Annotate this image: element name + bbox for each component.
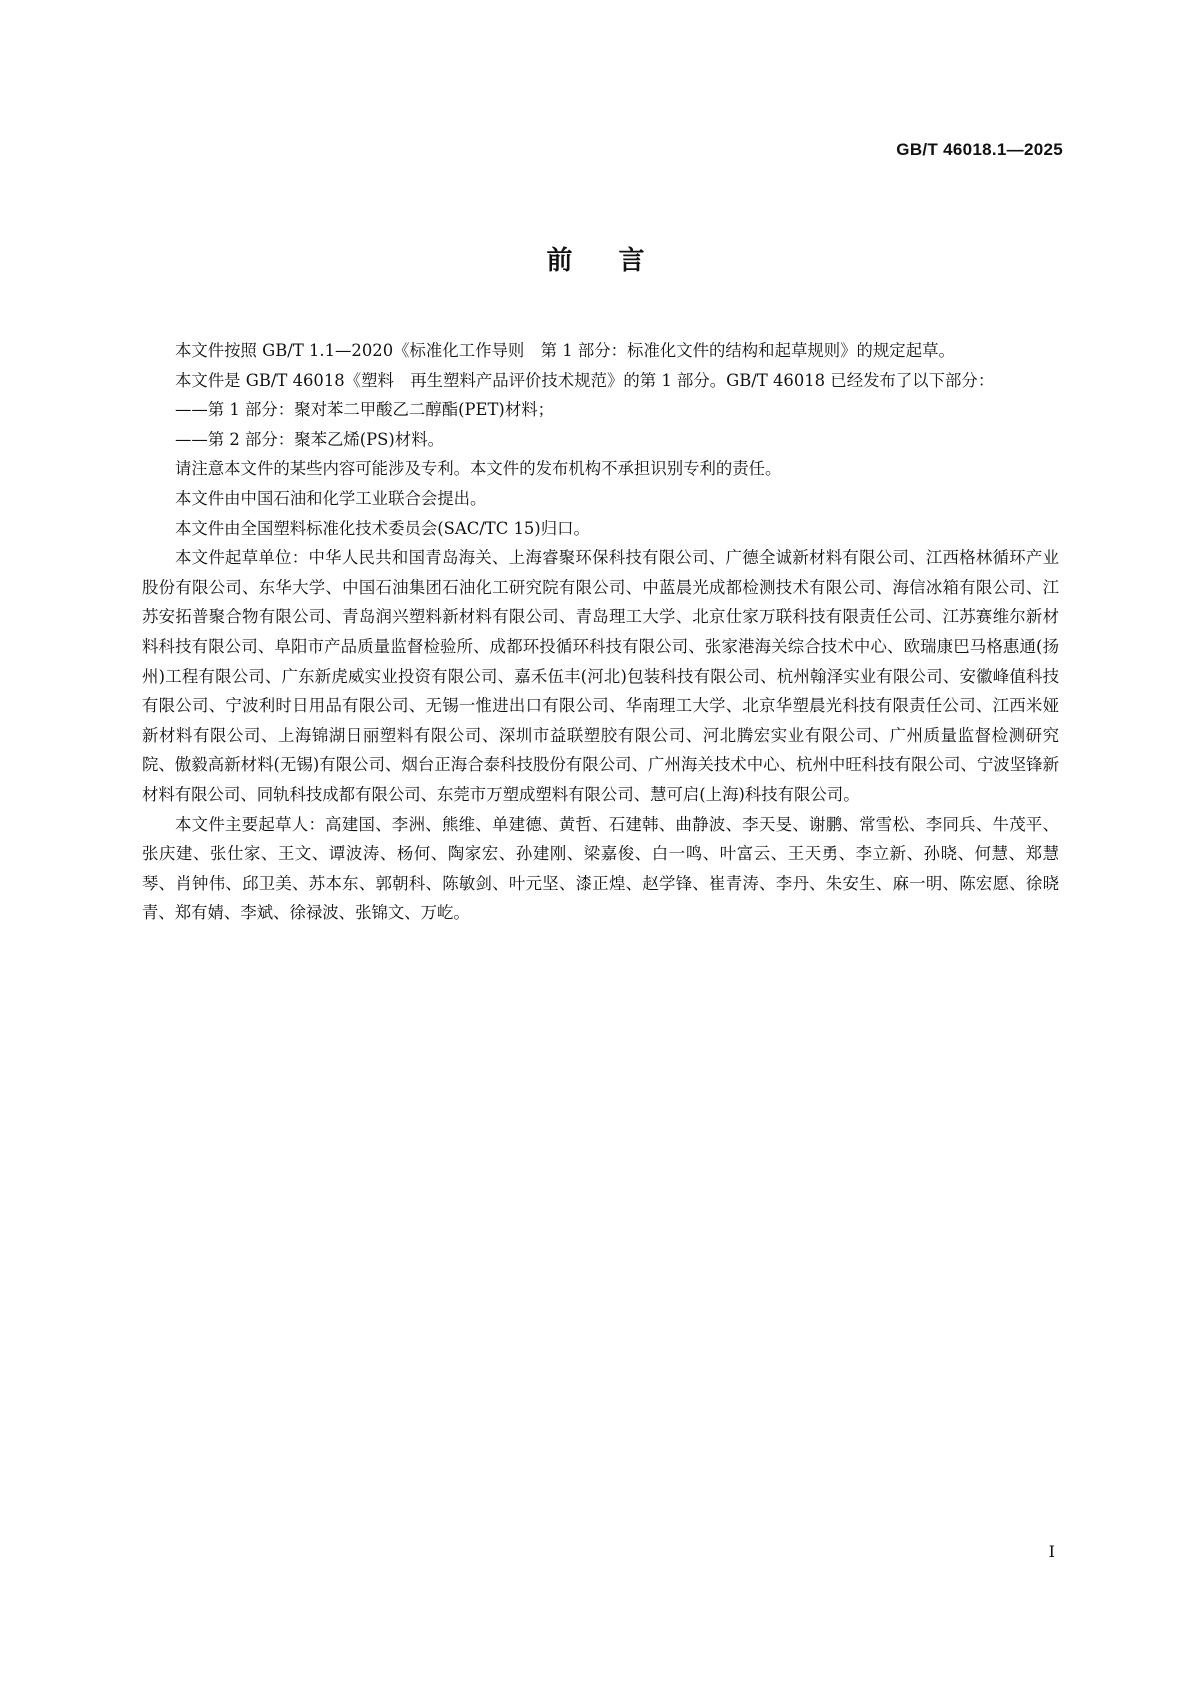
page-title: 前言	[546, 246, 691, 276]
list-item-part-1: ——第 1 部分：聚对苯二甲酸乙二醇酯(PET)材料；	[175, 400, 554, 420]
list-item-part-2: ——第 2 部分：聚苯乙烯(PS)材料。	[175, 429, 444, 449]
paragraph-committee: 本文件由全国塑料标准化技术委员会(SAC/TC 15)归口。	[175, 518, 590, 538]
foreword-body	[142, 336, 1059, 928]
paragraph-patent-notice: 请注意本文件的某些内容可能涉及专利。本文件的发布机构不承担识别专利的责任。	[175, 459, 782, 479]
paragraph-drafting-units: 本文件起草单位：中华人民共和国青岛海关、上海睿聚环保科技有限公司、广德全诚新材料有限公司、江西格林循环产业股份有限公司、东华大学、中国石油集团石油化工研究院有限公司、中蓝晨光成都检测技术有限公司、海信冰箱有限公司、江苏安拓普聚合物有限公司、青岛润兴塑料新材料有限公司、青岛理工大学、北京仕家万联科技有限责任公司、江苏赛维尔新材料科技有限公司、阜阳市产品质量监督检验所、成都环投循环科技有限公司、张家港海关综合技术中心、欧瑞康巴马格惠通(扬州)工程有限公司、广东新虎威实业投资有限公司、嘉禾伍丰(河北)包装科技有限公司、杭州翰泽实业有限公司、安徽峰值科技有限公司、宁波利时日用品有限公司、无锡一惟进出口有限公司、华南理工大学、北京华塑晨光科技有限责任公司、江西米娅新材料有限公司、上海锦湖日丽塑料有限公司、深圳市益联塑胶有限公司、河北腾宏实业有限公司、广州质量监督检测研究院、傲毅高新材料(无锡)有限公司、烟台正海合泰科技股份有限公司、广州海关技术中心、杭州中旺科技有限公司、宁波坚锋新材料有限公司、同轨科技成都有限公司、东莞市万塑成塑料有限公司、慧可启(上海)科技有限公司。	[142, 548, 1059, 804]
paragraph-proposer: 本文件由中国石油和化学工业联合会提出。	[175, 488, 487, 508]
paragraph-drafters: 本文件主要起草人：高建国、李洲、熊维、单建德、黄哲、石建韩、曲静波、李天旻、谢鹏、常雪松、李同兵、牛茂平、张庆建、张仕家、王文、谭波涛、杨何、陶家宏、孙建刚、梁嘉俊、白一鸣、叶富云、王天勇、李立新、孙晓、何慧、郑慧琴、肖钟伟、邱卫美、苏本东、郭朝科、陈敏剑、叶元坚、漆正煌、赵学锋、崔青涛、李丹、朱安生、麻一明、陈宏愿、徐晓青、郑有婧、李斌、徐禄波、张锦文、万屹。	[142, 814, 1059, 923]
paragraph-drafting-rules: 本文件按照 GB/T 1.1—2020《标准化工作导则 第 1 部分：标准化文件的结构和起草规则》的规定起草。	[175, 341, 955, 360]
page-number: I	[1048, 1542, 1055, 1561]
paragraph-part-overview: 本文件是 GB/T 46018《塑料 再生塑料产品评价技术规范》的第 1 部分。GB/T 46018 已经发布了以下部分：	[175, 370, 995, 390]
standard-number: GB/T 46018.1—2025	[896, 140, 1063, 159]
